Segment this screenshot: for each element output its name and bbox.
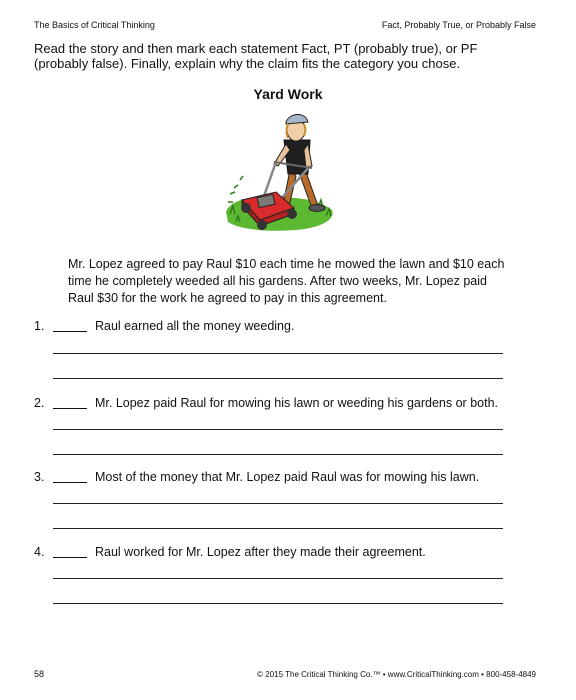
header-left: The Basics of Critical Thinking <box>34 20 155 30</box>
answer-line[interactable] <box>53 429 503 430</box>
question-text: Mr. Lopez paid Raul for mowing his lawn or weeding his gardens or both. <box>95 396 498 410</box>
page-number: 58 <box>34 669 45 679</box>
question-number: 3. <box>34 470 45 484</box>
answer-line[interactable] <box>53 603 503 604</box>
copyright-footer: © 2015 The Critical Thinking Co.™ • www.CriticalThinking.com • 800-458-4849 <box>257 670 536 679</box>
instructions: Read the story and then mark each statement Fact, PT (probably true), or PF (probably false). Finally, explain why the claim fits the category you chose. <box>34 41 478 71</box>
answer-blank[interactable] <box>53 396 87 409</box>
question-text: Raul worked for Mr. Lopez after they made their agreement. <box>95 545 426 559</box>
question-number: 1. <box>34 319 45 333</box>
answer-line[interactable] <box>53 528 503 529</box>
question-number: 4. <box>34 545 45 559</box>
answer-line[interactable] <box>53 578 503 579</box>
answer-line[interactable] <box>53 378 503 379</box>
story-paragraph: Mr. Lopez agreed to pay Raul $10 each time he mowed the lawn and $10 each time he completely weeded all his gardens. After two weeks, Mr. Lopez paid Raul $30 for the work he agreed to pay in this agreement. <box>68 257 505 305</box>
answer-line[interactable] <box>53 353 503 354</box>
answer-line[interactable] <box>53 503 503 504</box>
boy-mowing-lawn-icon <box>220 110 338 238</box>
page-title: Yard Work <box>253 86 323 102</box>
question-text: Raul earned all the money weeding. <box>95 319 295 333</box>
answer-blank[interactable] <box>53 545 87 558</box>
question-number: 2. <box>34 396 45 410</box>
answer-blank[interactable] <box>53 470 87 483</box>
answer-line[interactable] <box>53 454 503 455</box>
question-text: Most of the money that Mr. Lopez paid Raul was for mowing his lawn. <box>95 470 480 484</box>
answer-blank[interactable] <box>53 319 87 332</box>
header-right: Fact, Probably True, or Probably False <box>381 20 536 30</box>
